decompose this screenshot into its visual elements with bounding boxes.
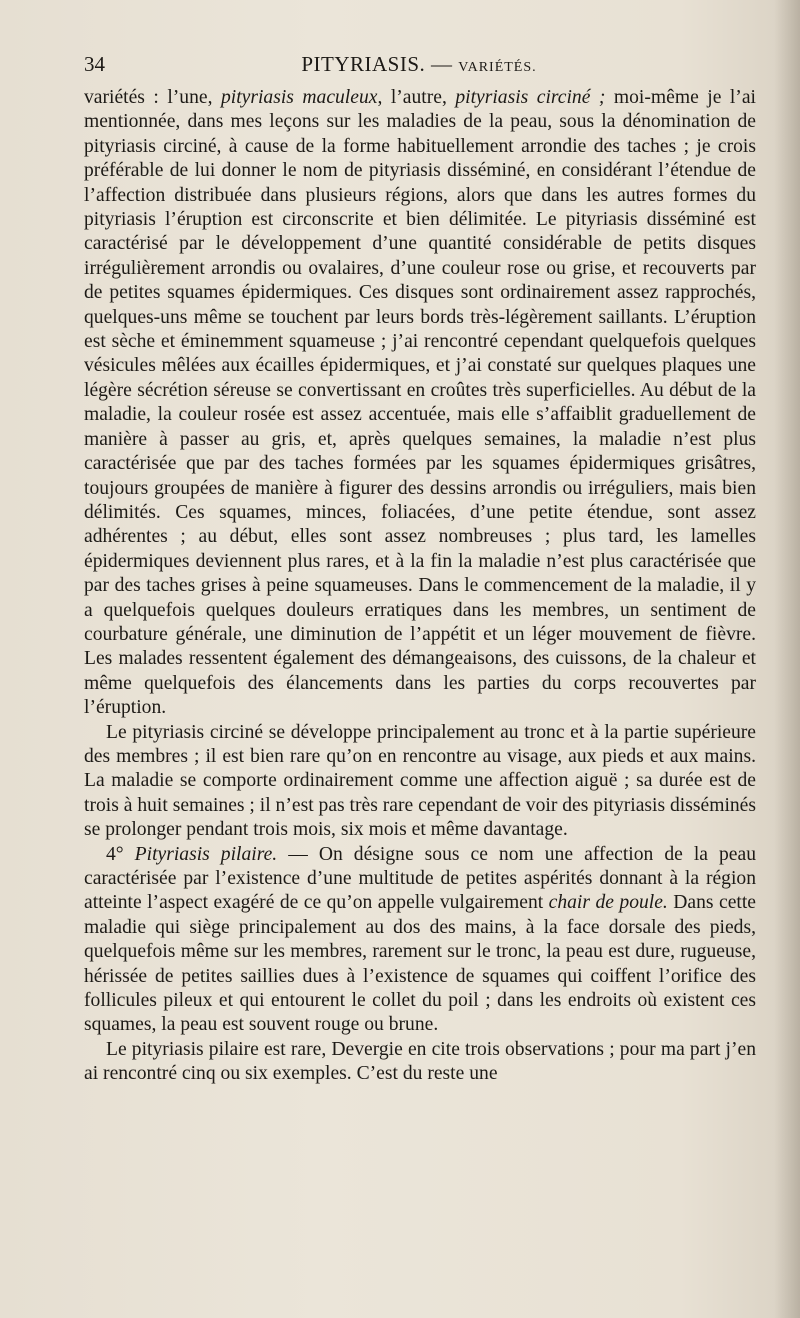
p1-term-circine: pityriasis circiné ;: [455, 87, 606, 108]
running-title: [84, 52, 754, 77]
p3-text-2: Dans cette maladie qui siège principalement au dos des mains, à la face dorsale des pieds, quelquefois même sur les membres, rarement sur le tronc, la peau est dure, rugueuse, hérissée de petites saillies dues à l’existence de squames qui coiffent l’orifice des follicules pileux et qui entourent le collet du poil ; dans les endroits où existent ces squames, la peau est souvent rouge ou brune.: [84, 892, 756, 1036]
p1-text-1: variétés : l’une,: [84, 87, 221, 108]
paragraph-dissemine: [84, 86, 756, 721]
p1-text-2: , l’autre,: [377, 87, 456, 108]
p3-text-1: — On désigne sous ce nom une affection de la peau caractérisée par l’existence d’une multitude de petites aspérités donnant à la région atteinte l’aspect exagéré de ce qu’on appelle vulgairement: [84, 843, 756, 914]
body-text: [84, 86, 756, 1087]
paragraph-pilaire: [84, 843, 756, 1038]
running-title-sub: VARIÉTÉS.: [458, 60, 537, 75]
p3-term-chair-de-poule: chair de poule.: [548, 892, 668, 914]
p3-number: 4°: [106, 843, 135, 865]
paragraph-rarity: Le pityriasis pilaire est rare, Devergie en cite trois observations ; pour ma part j’en ai rencontré cinq ou six exemples. C’est du reste une: [84, 1038, 756, 1085]
paragraph-circine: Le pityriasis circiné se développe principalement au tronc et à la partie supérieure des membres ; il est bien rare qu’on en rencontre au visage, aux pieds et aux mains. La maladie se comporte ordinairement comme une affection aiguë ; sa durée est de trois à huit semaines ; il n’est pas très rare cependant de voir des pityriasis disséminés se prolonger pendant trois mois, six mois et même davantage.: [84, 721, 757, 841]
running-title-dash: —: [431, 52, 453, 76]
p1-text-3: moi-même je l’ai mentionnée, dans mes leçons sur les maladies de la peau, sous la dénomination de pityriasis circiné, à cause de la forme habituellement arrondie des taches ; je crois préférable de lui donner le nom de pityriasis disséminé, en considérant l’étendue de l’affection distribuée dans plusieurs régions, alors que dans les autres formes du pityriasis l’éruption est circonscrite et bien délimitée. Le pityriasis disséminé est caractérisé par le développement d’une quantité considérable de petits disques irrégulièrement arrondis ou ovalaires, d’une couleur rose ou grise, et recouverts par de petites squames épidermiques. Ces disques sont ordinairement assez rapprochés, quelques-uns même se touchent par leurs bords très-légèrement saillants. L’éruption est sèche et éminemment squameuse ; j’ai rencontré cependant quelquefois quelques vésicules mêlées aux écailles épidermiques, et j’ai constaté sur quelques plaques une légère sécrétion séreuse se convertissant en croûtes très superficielles. Au début de la maladie, la couleur rosée est assez accentuée, mais elle s’affaiblit graduellement de manière à passer au gris, et, après quelques semaines, la maladie n’est plus caractérisée que par des taches formées par les squames épidermiques grisâtres, toujours groupées de manière à figurer des dessins arrondis ou irréguliers, mais bien délimités. Ces squames, minces, foliacées, d’une petite étendue, sont assez adhérentes ; au début, elles sont assez nombreuses ; plus tard, les lamelles épidermiques deviennent plus rares, et à la fin la maladie n’est plus caractérisée que par des taches grises à peine squameuses. Dans le commencement de la maladie, il y a quelquefois quelques douleurs erratiques dans les membres, un sentiment de courbature générale, une diminution de l’appétit et un léger mouvement de fièvre. Les malades ressentent également des démangeaisons, des cuissons, de la chaleur et même quelquefois des élancements dans les parties du corps recouvertes par l’éruption.: [84, 87, 756, 719]
running-title-main: PITYRIASIS.: [301, 52, 426, 76]
page-number: 34: [84, 52, 105, 76]
page-edge-shadow: [774, 0, 800, 1318]
p3-heading-pilaire: Pityriasis pilaire.: [134, 843, 278, 865]
p1-term-maculeux: pityriasis maculeux: [220, 87, 378, 108]
running-header: [84, 52, 754, 82]
